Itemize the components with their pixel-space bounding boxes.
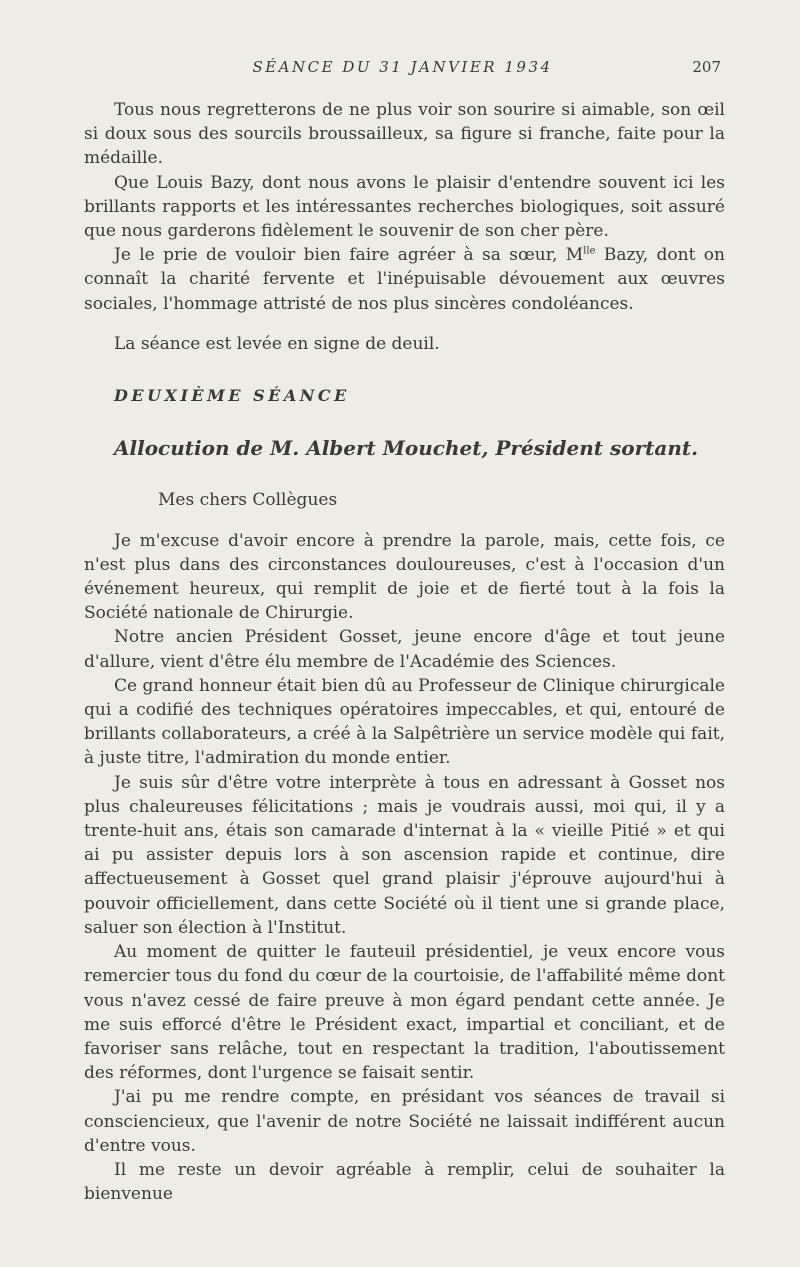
paragraph: Je m'excuse d'avoir encore à prendre la parole, mais, cette fois, ce n'est plus dans des circonstances douloureuses, c'est à l'occasion d'un événement heureux, qui remplit de joie et de fierté tout à la fois la Société nationale de Chirurgie. bbox=[84, 530, 725, 624]
paragraph: J'ai pu me rendre compte, en présidant vos séances de travail si consciencieux, que l'avenir de notre Société ne laissait indifférent aucun d'entre vous. bbox=[84, 1087, 725, 1156]
paragraph: Au moment de quitter le fauteuil présidentiel, je veux encore vous remercier tous du fond du cœur de la courtoisie, de l'affabilité même dont vous n'avez cessé de faire preuve à mon égard pendant cette année. Je me suis efforcé d'être le Président exact, impartial et conciliant, et de favoriser sans relâche, tout en respectant la tradition, l'aboutissement des réformes, dont l'urgence se faisait sentir. bbox=[84, 942, 725, 1084]
subsection-title: Allocution de M. Albert Mouchet, Président sortant. bbox=[114, 436, 699, 461]
salutation: Mes chers Collègues bbox=[158, 490, 338, 511]
paragraph: Ce grand honneur était bien dû au Professeur de Clinique chirurgicale qui a codifié des techniques opératoires impeccables, et qui, entouré de brillants collaborateurs, a créé à la Salpêtrière un service modèle qui fait, à juste titre, l'admiration du monde entier. bbox=[84, 675, 725, 769]
section-title: DEUXIÈME SÉANCE bbox=[114, 386, 350, 406]
running-head: SÉANCE DU 31 JANVIER 1934 bbox=[252, 58, 553, 76]
paragraph: Je suis sûr d'être votre interprète à tous en adressant à Gosset nos plus chaleureuses félicitations ; mais je voudrais aussi, moi qui, il y a trente-huit ans, étais son camarade d'internat à la « vieille Pitié » et qui ai pu assister depuis lors à son ascension rapide et continue, dire affectueusement à Gosset quel grand plaisir j'éprouve aujourd'hui à pouvoir officiellement, dans cette Société où il tient une si grande place, saluer son élection à l'Institut. bbox=[84, 772, 725, 938]
body-text bbox=[84, 98, 725, 1206]
page-header bbox=[84, 58, 721, 82]
paragraph: Que Louis Bazy, dont nous avons le plaisir d'entendre souvent ici les brillants rapports et les intéressantes recherches biologiques, soit assuré que nous garderons fidèlement le souvenir de son cher père. bbox=[84, 172, 725, 242]
superscript: lle bbox=[583, 245, 596, 257]
closing-line: La séance est levée en signe de deuil. bbox=[114, 333, 440, 354]
paragraph: Il me reste un devoir agréable à remplir, celui de souhaiter la bienvenue bbox=[84, 1159, 725, 1205]
paragraph-text: Bazy, dont on connaît la charité fervente et l'inépuisable dévouement aux œuvres sociales, l'hommage attristé de nos plus sincères condoléances. bbox=[84, 245, 725, 314]
paragraph-text: Je le prie de vouloir bien faire agréer à sa sœur, M bbox=[114, 245, 584, 266]
paragraph: Notre ancien Président Gosset, jeune encore d'âge et tout jeune d'allure, vient d'être élu membre de l'Académie des Sciences. bbox=[84, 627, 725, 672]
paragraph-bazy bbox=[84, 243, 725, 316]
paragraph: Tous nous regretterons de ne plus voir son sourire si aimable, son œil si doux sous des sourcils broussailleux, sa figure si franche, faite pour la médaille. bbox=[84, 100, 725, 169]
page-number: 207 bbox=[692, 58, 721, 76]
